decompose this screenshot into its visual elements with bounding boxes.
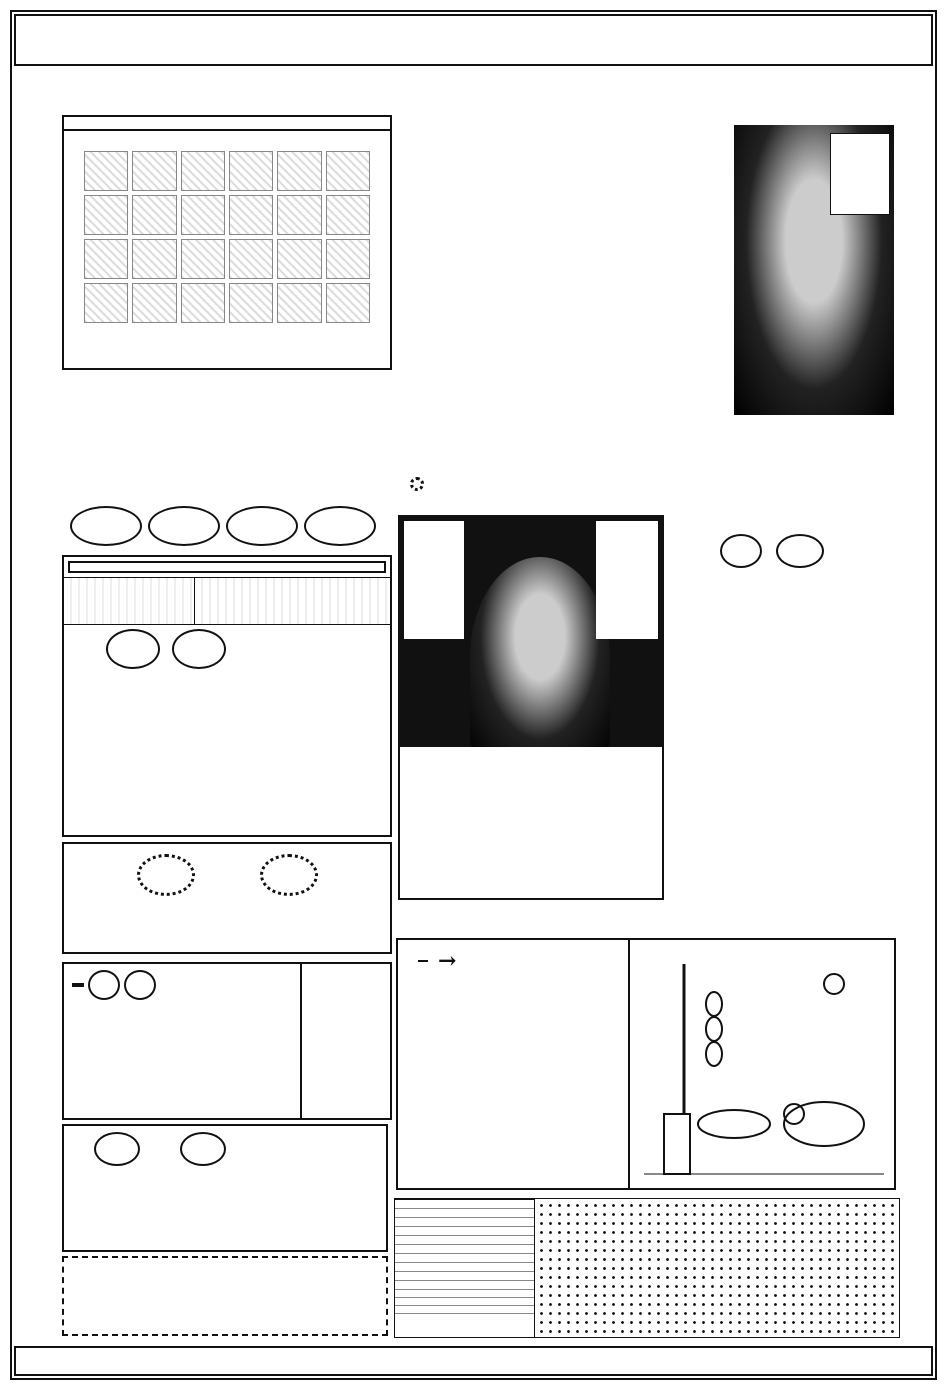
right-text-column bbox=[672, 520, 902, 930]
puzzle-tile bbox=[84, 283, 128, 323]
puzzle-tile bbox=[326, 195, 370, 235]
special-chart-illustration bbox=[634, 944, 892, 1184]
border-strip-top bbox=[28, 80, 919, 102]
results-row bbox=[395, 1236, 534, 1245]
number-ball bbox=[776, 534, 824, 568]
puzzle-box bbox=[62, 115, 392, 370]
puzzle-tile bbox=[132, 151, 176, 191]
results-foot bbox=[395, 1298, 534, 1306]
number-ball bbox=[180, 1132, 226, 1166]
number-ball bbox=[172, 629, 226, 669]
masthead-mark bbox=[410, 477, 432, 491]
puzzle-tile bbox=[84, 151, 128, 191]
lucky-zodiac-box bbox=[62, 555, 392, 837]
gift-box bbox=[62, 962, 392, 1120]
results-foot bbox=[395, 1314, 534, 1322]
gift-label bbox=[72, 983, 84, 987]
prediction-box bbox=[62, 842, 392, 954]
history-box bbox=[62, 1256, 388, 1336]
prediction-numbers bbox=[64, 854, 390, 896]
gift-side-numbers bbox=[300, 964, 390, 1118]
puzzle-title bbox=[64, 117, 390, 131]
zodiac-image bbox=[64, 578, 195, 624]
results-foot bbox=[395, 1290, 534, 1298]
number-ball bbox=[88, 970, 120, 1000]
portrait-photo bbox=[470, 557, 610, 757]
zodiac-images bbox=[64, 577, 390, 625]
number-flower bbox=[260, 854, 318, 896]
puzzle-tile bbox=[229, 239, 273, 279]
results-row bbox=[395, 1200, 534, 1209]
puzzle-tile bbox=[181, 239, 225, 279]
left-label-box bbox=[404, 521, 464, 639]
results-row bbox=[395, 1272, 534, 1281]
results-row bbox=[395, 1254, 534, 1263]
results-row bbox=[395, 1263, 534, 1272]
photo-numbers-top bbox=[400, 747, 662, 898]
number-ball bbox=[70, 506, 142, 546]
puzzle-tile bbox=[326, 283, 370, 323]
flower-icon bbox=[410, 477, 424, 491]
puzzle-tile bbox=[326, 151, 370, 191]
new-year-numbers bbox=[64, 1132, 386, 1166]
special-chart-header bbox=[398, 940, 628, 974]
special-row bbox=[64, 629, 390, 669]
footer-text bbox=[16, 1348, 931, 1350]
puzzle-tile bbox=[132, 239, 176, 279]
photo-panel bbox=[398, 515, 664, 900]
results-row bbox=[395, 1209, 534, 1218]
puzzle-tile bbox=[277, 195, 321, 235]
border-strip-left bbox=[28, 104, 50, 1344]
results-row bbox=[395, 1245, 534, 1254]
right-supply-row bbox=[672, 534, 902, 568]
results-left bbox=[395, 1199, 535, 1337]
number-ball bbox=[106, 629, 160, 669]
puzzle-tile bbox=[181, 283, 225, 323]
puzzle-tile bbox=[181, 195, 225, 235]
puzzle-tile bbox=[326, 239, 370, 279]
new-year-box bbox=[62, 1124, 388, 1252]
masthead bbox=[400, 115, 900, 505]
puzzle-tile bbox=[84, 239, 128, 279]
puzzle-grid bbox=[64, 131, 390, 343]
lucky-zodiac-title bbox=[68, 561, 386, 573]
header bbox=[14, 14, 933, 66]
right-label-box bbox=[596, 521, 658, 639]
puzzle-tile bbox=[132, 195, 176, 235]
number-ball bbox=[94, 1132, 140, 1166]
puzzle-tile bbox=[277, 283, 321, 323]
results-row bbox=[395, 1218, 534, 1227]
number-ball bbox=[148, 506, 220, 546]
results-grid bbox=[537, 1201, 897, 1335]
arrow-right-icon: → bbox=[438, 948, 457, 974]
masthead-badge bbox=[830, 133, 890, 215]
number-ball bbox=[720, 534, 762, 568]
puzzle-tile bbox=[229, 283, 273, 323]
number-ball bbox=[304, 506, 376, 546]
puzzle-tile bbox=[229, 195, 273, 235]
footer bbox=[14, 1346, 933, 1376]
special-chart-text bbox=[398, 940, 630, 1188]
special-chart-box bbox=[396, 938, 896, 1190]
results-row bbox=[395, 1227, 534, 1236]
border-strip-right bbox=[906, 104, 928, 1344]
number-flower bbox=[137, 854, 195, 896]
results-foot bbox=[395, 1306, 534, 1314]
puzzle-tile bbox=[132, 283, 176, 323]
special-chart-title bbox=[418, 960, 428, 962]
puzzle-tile bbox=[181, 151, 225, 191]
results-row bbox=[395, 1281, 534, 1290]
puzzle-tile bbox=[277, 239, 321, 279]
number-ball bbox=[226, 506, 298, 546]
this-issue-box bbox=[62, 370, 392, 542]
history-row bbox=[64, 1270, 386, 1276]
number-ball bbox=[124, 970, 156, 1000]
this-issue-numbers bbox=[70, 506, 376, 546]
zodiac-image bbox=[195, 578, 390, 624]
puzzle-tile bbox=[229, 151, 273, 191]
results-box bbox=[394, 1198, 900, 1338]
puzzle-tile bbox=[84, 195, 128, 235]
puzzle-tile bbox=[277, 151, 321, 191]
